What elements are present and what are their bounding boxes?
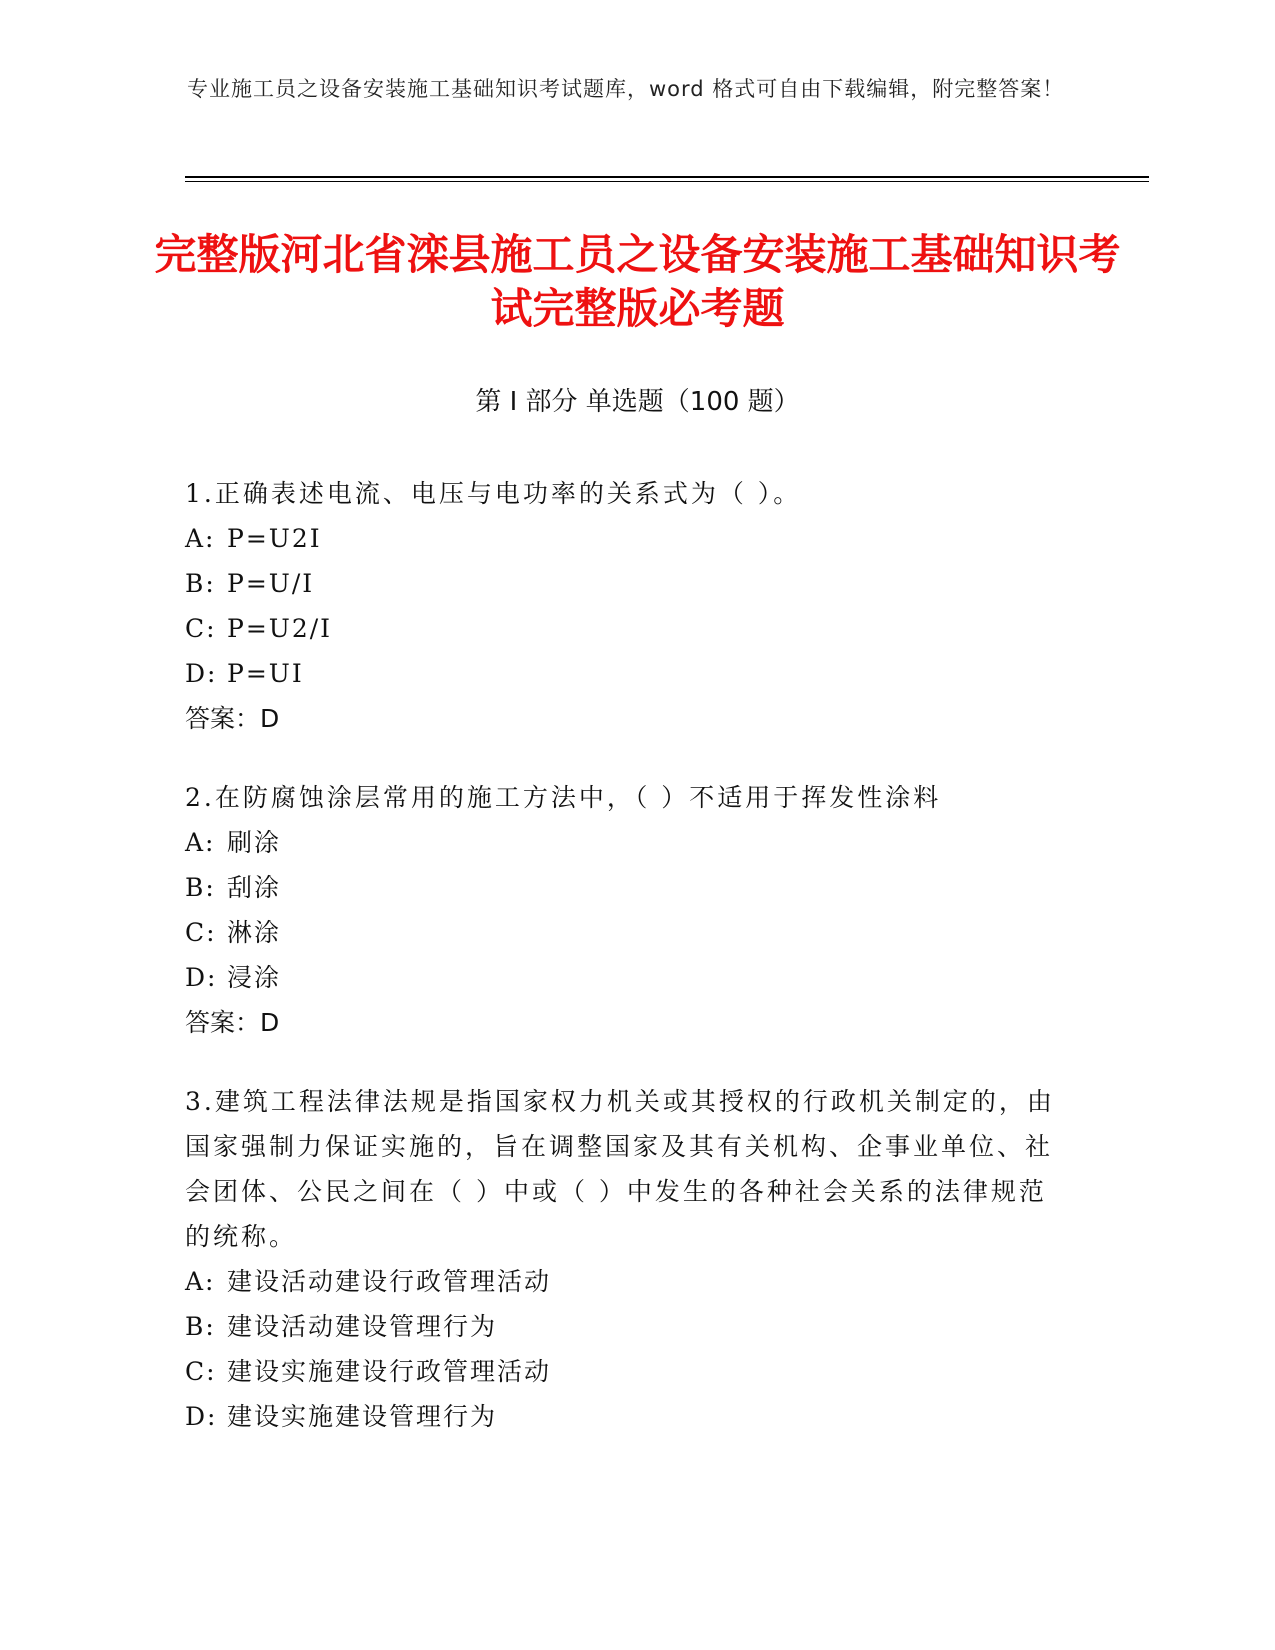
- question-stem: 2.在防腐蚀涂层常用的施工方法中，（ ）不适用于挥发性涂料: [185, 783, 942, 812]
- option-c: [185, 606, 1065, 651]
- option-d: [185, 1394, 1065, 1439]
- option-c: [185, 910, 1065, 955]
- option-text: 浸涂: [227, 963, 282, 992]
- option-letter: B:: [185, 1312, 216, 1341]
- question-2: [185, 775, 1065, 1045]
- answer-line: 答案：D: [185, 1008, 280, 1037]
- option-text: 建设活动建设管理行为: [227, 1312, 498, 1341]
- question-list: [185, 471, 1065, 1473]
- question-1: [185, 471, 1065, 741]
- option-b: [185, 561, 1065, 606]
- option-letter: D:: [185, 963, 218, 992]
- option-letter: C:: [185, 918, 217, 947]
- section-title: 第 I 部分 单选题（100 题）: [475, 387, 800, 417]
- header-divider-thin: [185, 181, 1149, 182]
- question-3: [185, 1079, 1065, 1439]
- header-note: 专业施工员之设备安装施工基础知识考试题库，word 格式可自由下载编辑，附完整答案！: [187, 77, 1065, 101]
- option-text: 刮涂: [227, 873, 282, 902]
- option-letter: A:: [185, 828, 216, 857]
- option-text: 建设实施建设行政管理活动: [227, 1357, 552, 1386]
- option-b: [185, 865, 1065, 910]
- option-text: 建设活动建设行政管理活动: [227, 1267, 552, 1296]
- option-d: [185, 651, 1065, 696]
- answer-line: 答案：D: [185, 704, 280, 733]
- option-a: [185, 516, 1065, 561]
- question-stem: 3.建筑工程法律法规是指国家权力机关或其授权的行政机关制定的，由国家强制力保证实施的，旨在调整国家及其有关机构、企事业单位、社会团体、公民之间在（ ）中或（ ）中发生的各种社会关系的法律规范的统称。: [185, 1087, 1055, 1251]
- option-text: 刷涂: [227, 828, 282, 857]
- option-text: P=U2/I: [227, 614, 333, 643]
- option-a: [185, 1259, 1065, 1304]
- option-letter: C:: [185, 1357, 217, 1386]
- option-letter: D:: [185, 1402, 218, 1431]
- option-d: [185, 955, 1065, 1000]
- option-letter: D:: [185, 659, 218, 688]
- option-letter: A:: [185, 1267, 216, 1296]
- document-title: 完整版河北省滦县施工员之设备安装施工基础知识考试完整版必考题: [154, 230, 1121, 333]
- header-divider: [185, 176, 1149, 178]
- option-text: 建设实施建设管理行为: [227, 1402, 498, 1431]
- option-text: P=UI: [227, 659, 304, 688]
- option-letter: C:: [185, 614, 217, 643]
- option-letter: A:: [185, 524, 216, 553]
- option-letter: B:: [185, 873, 216, 902]
- option-text: P=U/I: [227, 569, 315, 598]
- option-b: [185, 1304, 1065, 1349]
- option-c: [185, 1349, 1065, 1394]
- option-letter: B:: [185, 569, 216, 598]
- option-a: [185, 820, 1065, 865]
- question-stem: 1.正确表述电流、电压与电功率的关系式为（ ）。: [185, 479, 802, 508]
- option-text: P=U2I: [227, 524, 322, 553]
- option-text: 淋涂: [227, 918, 282, 947]
